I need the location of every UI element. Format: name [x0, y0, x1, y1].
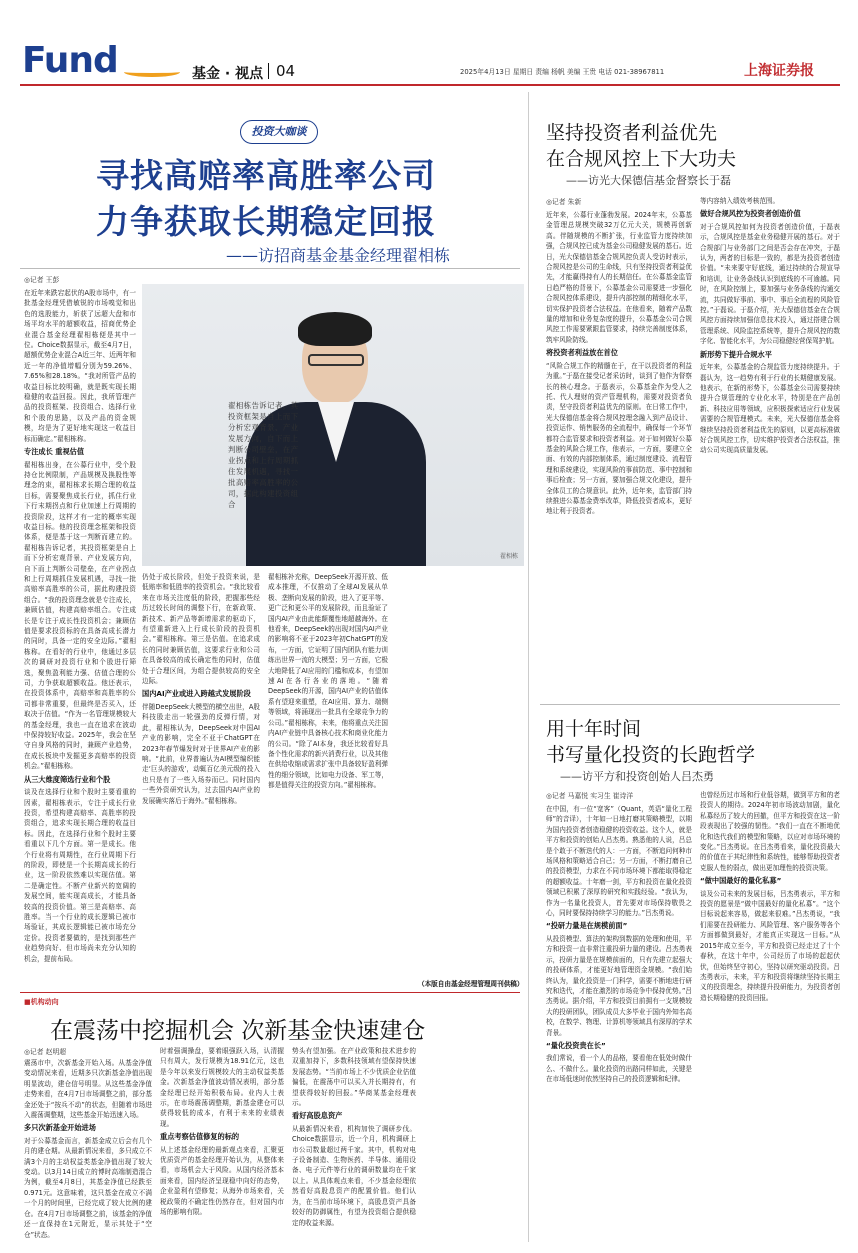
article1-column-tag: [240, 120, 318, 144]
article4-col3-p2: 从最新情况来看，机构加快了调研步伐。Choice数据显示，近一个月，机构调研上市公司数量超过两千家。其中，机构对电子设备制造、生物医药、半导体、通用设备、电子元件等行业的调研数量均在千家以上。从具体观点来看，不少基金经理依然看好高股息资产的配置价值。他们认为，在当前市场环境下，高股息资产具备较好的防御属性，有望为投资组合提供稳定的收益来源。: [292, 1124, 416, 1227]
article1-col4: [396, 572, 520, 972]
article1-h2: 从三大维度筛选行业和个股: [24, 774, 111, 784]
article2-h2: 做好合规风控为投资者创造价值: [700, 209, 801, 219]
article2-h3: 新形势下提升合规水平: [700, 349, 772, 359]
article4-h1: 多只次新基金开始进场: [24, 1123, 96, 1133]
photo-caption: 翟相栋告诉记者，其投资框架是自上而下分析宏观背景、产业发展方向，自下而上判断公司壁垒，在产业拐点和上行周期抓住发展机遇，寻找一批高赔率高胜率的公司，据此构建投资组合: [228, 401, 298, 509]
article3-h1: “投研力量是在规模前面”: [546, 921, 628, 931]
article4-col2-p1: 时着强调操盘，要着眼强跃入场，认清握只有周大，发行规模为18.91亿元，这也是今年以来发行规模较大的主动权益类基金。次新基金净值波动情况表明，部分基金经理已经开始积极布局。业内人士表示，在市场震荡调整期，新基金建仓可以获得较低的成本，有利于未来的业绩表现。: [160, 1047, 284, 1128]
article4-h3: 看好高股息资产: [292, 1111, 343, 1121]
article4-col1-p2: 对于公募基金而言，新基金成立后会有几个月的建仓期。从最新情况来看，多只成立不满3个月的主动权益类基金净值出现了较大变动。以3月14日成立的博时高端制造混合为例，截至4月8日，其基金净值已经跌至0.971元。这意味着，这只基金在成立不满一个月的时间里，已经完成了较大比例的建仓。在4月7日市场调整之前，该基金的净值还一直保持在1元附近，显示其处于“空仓”状态。: [24, 1136, 152, 1239]
article1-rule: [20, 268, 520, 269]
article4-h2: 重点考察估值修复的标的: [160, 1132, 240, 1142]
article3-col1: [546, 804, 692, 1244]
portrait-hair: [298, 312, 372, 346]
article1-h1: 专注成长 重视估值: [24, 447, 85, 457]
paper-logo: 上海证券报: [744, 63, 814, 79]
article1-title-1: 寻找高赔率高胜率公司: [96, 156, 436, 195]
article1-col2-p1: 仍处于成长阶段，但处于投资来说，是低赔率和低胜率的投资机会。“我比较看来在市场关注度低的阶段，把握那些经历过较长时间的调整下行，在新政策、新技术、新产品等新增需求的驱动下，有望重新进入上行成长阶段的投资机会。”翟相栋称。第三是估值。在追求成长的同时兼顾估值，这要求行业和公司在具备较高的成长确定性的同时，估值处于合理区间，为组合提供较高的安全边际。: [142, 573, 260, 686]
article2-col2-p3: 近年来，公募基金的合规监管力度持续提升。于磊认为，这一趋势有利于行业的长期健康发展。他表示，在新的形势下，公募基金公司需要持续提升合规管理的专业化水平，特别是在产品创新、科技应用等领域，应积极探索适应行业发展需要的合规管理模式。未来，光大保德信基金将继续坚持投资者利益优先的原则，以更高标准做好合规风控工作，切实维护投资者合法权益，推动公司实现高质量发展。: [700, 363, 840, 455]
article2-h1: 将投资者利益放在首位: [546, 348, 618, 358]
page-number: 04: [276, 62, 296, 80]
article2-col1-p2: “风险合规工作的精髓在于，在干以投资者的利益为重。”于磊在接受记者采访时，谈到了他作为督察长的核心理念。于磊表示，公募基金作为受人之托、代人理财的资产管理机构，需要对投资者负责，坚守投资者利益优先的原则。在日常工作中，光大保德信基金将合规风控理念融入到产品设计、投资运作、销售服务的全流程中，确保每一个环节都符合监管要求和投资者利益。对于如何做好公募基金的风险合规工作，他表示，一方面，要建立全面、有效的内部控制体系，通过制度建设、流程管理和系统建设，实现风险的事前防范、事中控制和事后检查；另一方面，要加强合规文化建设，提升全体员工的合规意识。此外，近年来，监管部门持续推进公募基金费率改革，降低投资者成本，更好地让利于投资者。: [546, 361, 692, 516]
article4-col1-p1: 震荡市中，次新基金开始入场。从基金净值变动情况来看，近期多只次新基金净值出现明显波动，建仓信号明显。从这些基金净值走势来看，在4月7日市场调整之前，部分基金还处于“按兵不动”的状态，但随着市场进入震荡调整期，这些基金开始迅速入场。: [24, 1059, 152, 1120]
portrait-glasses: [308, 354, 364, 366]
article1-title-2: 力争获取长期稳定回报: [96, 202, 436, 241]
article3-h3: “做中国最好的量化私募”: [700, 876, 782, 886]
article3-col1-p2: 从投资模型、算法的架构到数据的处理和使用，平方和投资一直非常注重投研力量的建设。吕杰勇表示，投研力量是在规模前面的，只有先建立起强大的投研体系，才能更好地管理资金规模。“我们始终认为，量化投资是一门科学，需要不断地进行研究和迭代，才能在激烈的市场竞争中保持优势。”吕杰勇说。据介绍，平方和投资目前拥有一支规模较大的投研团队，团队成员大多毕业于国内外知名高校，在数学、物理、计算机等领域具有深厚的学术背景。: [546, 934, 692, 1037]
brand-logo: Fund: [22, 40, 118, 81]
article4-title: 在震荡中挖掘机会 次新基金快速建仓: [50, 1018, 426, 1044]
article3-author: ◎记者 马嘉悦 实习生 崔诗洋: [546, 792, 634, 800]
article4-col3-p1: 势头有望加强。在产业政策和技术进步的双重加持下，多数科技领域有望保持快速发展态势。“当前市场上不少优质企业估值偏低，在震荡中可以买入并长期持有，有望获得较好的回报。”华商某基金经理表示。: [292, 1047, 416, 1108]
article2-author: ◎记者 朱新: [546, 198, 582, 206]
article2-title-1: 坚持投资者利益优先: [546, 122, 718, 144]
article3-col2: [700, 790, 840, 1244]
article4-col2-p2: 从上述基金经理的最新观点来看，汇聚更优质资产的基金经理开始认为，从整体来看，市场机会大于风险。从国内经济基本面来看，国内经济呈现稳中向好的态势，企业盈利有望修复；从海外市场来看，关税政策的不确定性仍然存在，但对国内市场的影响有限。: [160, 1145, 284, 1217]
article1-col3: [268, 572, 388, 988]
article3-subtitle: ——访平方和投资创始人吕杰勇: [560, 770, 714, 783]
brand-swoosh: [124, 67, 180, 77]
article3-title-2: 书写量化投资的长跑哲学: [546, 744, 756, 766]
article4-col3: [292, 1046, 416, 1246]
article4-top-rule: [20, 992, 520, 993]
article1-h3: 国内AI产业或进入跨越式发展阶段: [142, 689, 251, 699]
article4-col1: [24, 1058, 152, 1246]
article1-p3: 谈及在选择行业和个股时主要看重的因素，翟相栋表示，专注于成长行业投资，希望构建高赔率、高胜率的投资组合，追求实现长期合理的收益目标。因此，在选择行业和个股时主要看重以下几个方面。第一是成长。他个行业将有周期性，在行业周期下行的阶段，即使是一个长期高成长的行业，这一阶段依然难以实现估值。第二是确定性。不断产业新兴的宽阔的发展空间，能实现高成长，才能具备较高的投资价值。第三是高赔率、高胜率。当一个行业的成长逻辑已被市场验证，其成长逻辑能已被市场充分定价。投资者要做的，是找到那些产业趋势向好、但市场尚未充分认知的机会，提前布局。: [24, 788, 136, 963]
article2-col2-p1: 等内容纳入绩效考核范围。: [700, 197, 780, 205]
date-line: 2025年4月13日 星期日 责编 杨帆 美编 王贵 电话 021-38967811: [460, 68, 665, 76]
article4-tag: ■机构动向: [24, 998, 59, 1006]
article2-col2: [700, 196, 840, 696]
article4-author: ◎记者 赵明超: [24, 1048, 67, 1056]
masthead: [0, 0, 858, 88]
article2-col1-p1: 近年来，公募行业蓬勃发展。2024年末，公募基金管理总规模突破32万亿元大关，规模再创新高。伴随规模的不断扩张，行业监管力度持续加强，合规风控已成为基金公司稳健发展的基石。近日，光大保德信基金合规风控负责人受访时表示，合规风控是公司的生命线，只有坚持投资者利益优先，才能赢得持有人的长期信任。在公募基金监管日趋严格的背景下，公募基金公司需要进一步强化合规风控体系建设，提升内部控制的精细化水平，切实保护投资者合法权益。在他看来，随着产品数量的增加和业务复杂度的提升，公募基金公司合规风控工作需要紧跟监管要求，持续完善制度体系，筑牢风险防线。: [546, 211, 692, 344]
article1-photo: [142, 284, 524, 566]
photo-credit: 翟相栋: [499, 553, 518, 560]
section-divider: [268, 63, 269, 79]
article1-col3-p1: 翟相栋补充称，DeepSeek开源开放、低成本推理，不仅推动了全球AI发展从单极、垄断向发展的阶段，进入了更平等、更广泛和更公平的发展阶段，而且验证了国内AI产业由此能颠覆性地超越海外。在他看来，DeepSeek的出现对国内AI产业的影响将不亚于2023年初ChatGPT的发布，一方面，它证明了国内团队有能力训练出世界一流的大模型；另一方面，它极大地降低了AI应用的门槛和成本，有望加速AI在各行各业的落地。“随着DeepSeek的开源，国内AI产业的估值体系有望迎来重塑，在AI应用、算力、端侧等领域，将涌现出一批具有全球竞争力的公司。”翟相栋称，未来，他将重点关注国内AI产业链中具备核心技术和商业化能力的公司。“除了AI本身，我还比较看好具备个性化需求的新兴消费行业，以及其他在供给收缩或需求扩张中具备较好盈利弹性的细分领域，比如电力设备、军工等，都是值得关注的投资方向。”翟相栋称。: [268, 573, 388, 790]
column-divider: [528, 92, 529, 1242]
article3-title-1: 用十年时间: [546, 718, 642, 740]
article2-bottom-rule: [540, 704, 840, 705]
masthead-rule: [20, 84, 840, 86]
article1-col2: [142, 572, 260, 988]
column-tag-text: 投资大咖谈: [251, 125, 307, 138]
article3-col2-p2: 谈及公司未来的发展目标，吕杰勇表示，平方和投资的愿景是“做中国最好的量化私募”。“这个目标说起来容易，做起来很难。”吕杰勇说，“我们需要在投研能力、风险管理、客户服务等各个方面都做到最好，才能真正实现这一目标。”从2015年成立至今，平方和投资已经走过了十个春秋，在这十年中，公司经历了市场的起起伏伏，但始终坚守初心，坚持以研究驱动投资。吕杰勇表示，未来，平方和投资将继续坚持长期主义的投资理念，持续提升投研能力，为投资者创造长期稳健的投资回报。: [700, 889, 840, 1002]
article1-intro: 在近年来跌宕起伏的A股市场中，有一批基金经理凭借敏锐的市场嗅觉和出色的选股能力，斩获了远超大盘和市场平均水平的超额收益，招商优势企业混合基金经理翟相栋便是其中一位。Choice数据显示，截至4月7日，超额优势企业混合A近三年、近两年和近一年的净值增幅分别为59.26%、7.65%和28.18%。“我对所管产品的收益目标比较明确，就是既实现长期稳健的收益回报。因此，我所管理产品的投资框架、投资组合、选择行业和个股的思路，以及产品的资金规模，均是为了更好地实现这一收益目标而确定。”翟相栋称。: [24, 289, 136, 443]
article4-col2: [160, 1046, 284, 1246]
article2-title-2: 在合规风控上下大功夫: [546, 148, 737, 170]
article1-author: ◎记者 王彭: [24, 276, 60, 284]
article1-col1: [24, 288, 136, 988]
article1-p2: 翟相栋出身，在公募行业中，受个股持仓比例限制，产品规模及换股性等理念的束，翟相栋求长期合理的收益目标，需要聚焦成长行业，抓住行业下行末期拐点和行业加速上行周期的投资阶段，这样才有一定的概率实现收益目标。他的投资理念框架和投资体系，便是基于这一判断而建立的。翟相栋告诉记者，其投资框架是自上而下分析宏观背景、产业发展方向，自下而上判断公司壁垒，在产业拐点和上行周期抓住发展机遇，寻找一批高赔率高胜率的公司，据此构建投资组合。“我的投资理念就是专注成长，兼顾估值，构建高赔率组合。专注成长是专注于成长性投资机会；兼顾估值是要求投资标的在具备高成长潜力的同时，具备一定的安全边际。”翟相栋称。在看好的行业中，他通过多层次的调研对投资行业和个股进行筛选，聚焦盈利能力强、估值合理的公司，力争获取超额收益。他还表示，在投资体系中，高赔率和高胜率的公司都非常重要，但最终是否买入，还取决于估值。“作为一名管理规模较大的基金经理，我也一直在追求在波动中保持较好收益。2025年，我会在坚守自身风格的同时，兼顾产业趋势，在成长板块中发掘更多高赔率的投资机会。”翟相栋称。: [24, 460, 136, 771]
section-label: 基金 · 视点: [192, 66, 264, 82]
article2-col1: [546, 210, 692, 696]
article2-subtitle: ——访光大保德信基金督察长于磊: [566, 174, 731, 187]
article1-editor: （本版自由基金经理管理周刊供稿）: [418, 980, 524, 988]
article4-col4: [424, 1046, 520, 1246]
article2-col2-p2: 对于合规风控如何为投资者创造价值，于磊表示，合规风控是基金业务稳健开展的基石。对于合规部门与业务部门之间是否会存在冲突，于磊认为，两者的目标是一致的，都是为投资者创造价值。“未来要守好底线，通过持续的合规宣导和培训，让业务条线认识到底线的不可逾越。同时，在风险控制上，要加强与业务条线的沟通交流，共同做好事前、事中、事后全流程的风险管控。”于磊说。于磊介绍，光大保德信基金在合规风控方面持续加强信息技术投入，通过搭建合规管理系统、风险监控系统等，提升合规风控的数字化、智能化水平，为公司稳健经营保驾护航。: [700, 222, 840, 346]
article3-col1-p1: 在中国，有一位“宽客”（Quant，英语“量化工程师”的音译），十年如一日地打磨其策略模型，以期为国内投资者创造稳健的投资收益。这个人，就是平方和投资的创始人吕杰勇。熟悉他的人说，吕总是个敢于不断迭代的人：一方面，不断追问何种市场风格和策略适合自己；另一方面，不断打磨自己的投资模型，力求在不同市场环境下都能取得稳定的超额收益。十年磨一剑，平方和投资在量化投资领域已积累了深厚的研究和实践经验。“我认为，作为一名量化投资人，首先要对市场保持敬畏之心，同时要保持持续学习的能力。”吕杰勇说。: [546, 805, 692, 918]
article3-col1-p3: 我们常说，看一个人的品格，要看他在低处时做什么、不做什么。量化投资的出路同样如此，关键是在市场低迷时依然坚持自己的投资逻辑和纪律。: [546, 1054, 692, 1084]
article1-col2-p2: 伴随DeepSeek大模型的横空出世，A股科技股走出一轮强劲的反弹行情，对此，翟相栋认为，DeepSeek对中国AI产业的影响，完全不亚于ChatGPT在2023年春节爆发时对于世界AI产业的影响。“此前，业界普遍认为AI模型编织能走‘巨头的游戏’，动辄百亿美元级的投入也只是有了一些入场券而已。同时国内一些外资研究认为，过去国内AI产业的发展确实落后于海外。”翟相栋称。: [142, 702, 260, 805]
article1-subtitle: ——访招商基金基金经理翟相栋: [226, 246, 451, 265]
article3-col2-p1: 也曾经历过市场和行业低谷期，做到平方和的老投资人的期待。2024年初市场波动加剧，量化私募经历了较大的回撤，但平方和投资在这一阶段表现出了较强的韧性。“我们一直在不断地优化和迭代我们的模型和策略，以应对市场环境的变化。”吕杰勇说。在吕杰勇看来，量化投资最大的价值在于其纪律性和系统性，能够帮助投资者克服人性的弱点，做出更加理性的投资决策。: [700, 791, 840, 872]
article3-h2: “量化投资贵在长”: [546, 1040, 606, 1050]
